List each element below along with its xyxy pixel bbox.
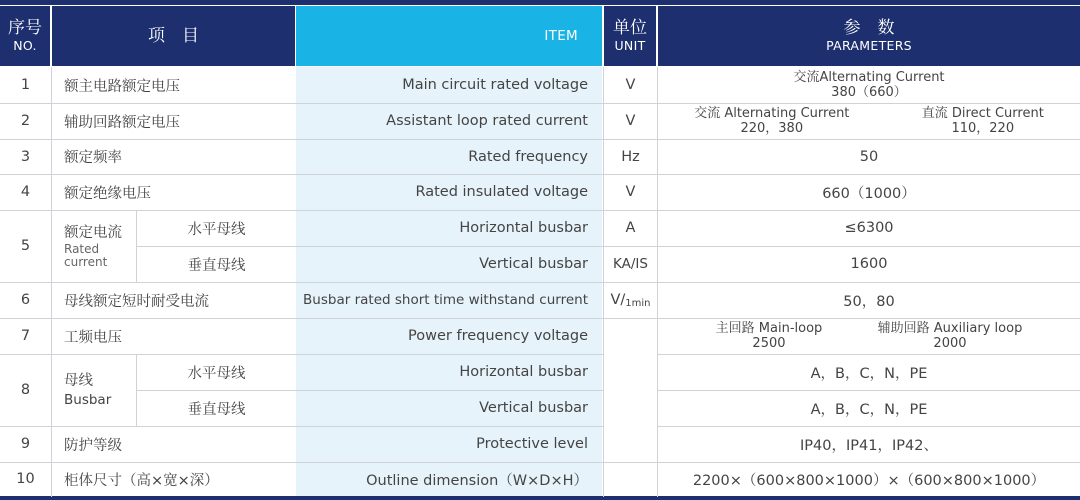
row-1-no: 1: [20, 77, 31, 93]
row-8-v-param: A，B，C，N，PE: [810, 401, 928, 418]
row-5-h-zh: 水平母线: [187, 221, 246, 238]
row-1-item-zh: 额主电路额定电压: [64, 78, 180, 95]
row-9-no: 9: [20, 436, 31, 452]
row-1-unit: V: [625, 77, 636, 93]
row-10-item-zh: 柜体尺寸（高×宽×深）: [64, 472, 219, 489]
row-9-item-zh: 防护等级: [64, 437, 122, 454]
row-5-v-en: Vertical busbar: [479, 256, 588, 272]
row-4-param: 660（1000）: [822, 185, 916, 202]
row-8-h-en: Horizontal busbar: [459, 364, 588, 380]
row-5-v-unit: KA/IS: [613, 256, 648, 272]
row-6-param: 50，80: [843, 293, 895, 310]
row-7-param: 主回路 Main-loop 2500 辅助回路 Auxiliary loop 2000: [715, 321, 1023, 351]
row-5-v-param: 1600: [850, 256, 888, 272]
row-2-param: 交流 Alternating Current 220，380 直流 Direct Current 110，220: [694, 106, 1044, 136]
row-8-h-param: A，B，C，N，PE: [810, 365, 928, 382]
header-unit: [604, 6, 656, 66]
row-7-item-en: Power frequency voltage: [408, 328, 588, 344]
header-item-zh: 项 目: [52, 6, 295, 66]
row-9-item-en: Protective level: [476, 436, 588, 452]
row-8-v-zh: 垂直母线: [187, 401, 246, 418]
header-unit-en: UNIT: [614, 38, 646, 53]
row-5-h-unit: A: [625, 220, 636, 236]
row-3-no: 3: [20, 148, 31, 165]
row-10-no: 10: [16, 471, 35, 487]
row-5-group: 额定电流 Rated current: [64, 225, 122, 269]
row-9-param: IP40，IP41，IP42、: [800, 437, 938, 454]
row-2-no: 2: [20, 113, 31, 129]
top-rule: [0, 0, 1080, 5]
row-8-no: 8: [20, 382, 31, 398]
header-parameters: [658, 6, 1080, 66]
row-6-item-en: Busbar rated short time withstand current: [303, 292, 588, 308]
row-3-item-en: Rated frequency: [468, 148, 588, 165]
row-5-no: 5: [20, 238, 31, 254]
row-4-no: 4: [20, 184, 31, 200]
row-5-h-en: Horizontal busbar: [459, 220, 588, 236]
header-item-en: ITEM: [296, 6, 602, 66]
header-no: [0, 6, 50, 66]
row-2-item-zh: 辅助回路额定电压: [64, 114, 180, 131]
row-4-unit: V: [625, 184, 636, 200]
row-5-v-zh: 垂直母线: [187, 257, 246, 274]
row-8-group: 母线 Busbar: [64, 373, 112, 408]
row-7-item-zh: 工频电压: [64, 329, 122, 346]
row-2-item-en: Assistant loop rated current: [386, 113, 588, 129]
header-param-en: PARAMETERS: [826, 38, 912, 53]
row-1-item-en: Main circuit rated voltage: [402, 77, 588, 93]
header-unit-zh: 单位: [613, 18, 647, 38]
row-4-item-en: Rated insulated voltage: [415, 184, 588, 200]
row-3-param: 50: [859, 148, 879, 165]
row-1-param: 交流Alternating Current 380（660）: [793, 70, 945, 100]
row-8-v-en: Vertical busbar: [479, 400, 588, 416]
row-4-item-zh: 额定绝缘电压: [64, 185, 151, 202]
row-7-no: 7: [20, 328, 31, 344]
row-6-item-zh: 母线额定短时耐受电流: [64, 293, 209, 310]
row-8-h-zh: 水平母线: [187, 365, 246, 382]
row-5-h-param: ≤6300: [844, 220, 894, 236]
row-10-item-en: Outline dimension（W×D×H）: [366, 472, 588, 489]
row-3-item-zh: 额定频率: [64, 150, 122, 166]
row-10-param: 2200×（600×800×1000）×（600×800×1000）: [692, 472, 1046, 489]
header-param-zh: 参 数: [843, 18, 895, 38]
header-no-en: NO.: [13, 38, 37, 53]
header-no-zh: 序号: [8, 18, 42, 38]
row-6-no: 6: [20, 292, 31, 308]
row-2-unit: V: [625, 113, 636, 129]
row-6-unit: V/ 1min: [610, 292, 651, 309]
row-3-unit: Hz: [621, 148, 640, 165]
